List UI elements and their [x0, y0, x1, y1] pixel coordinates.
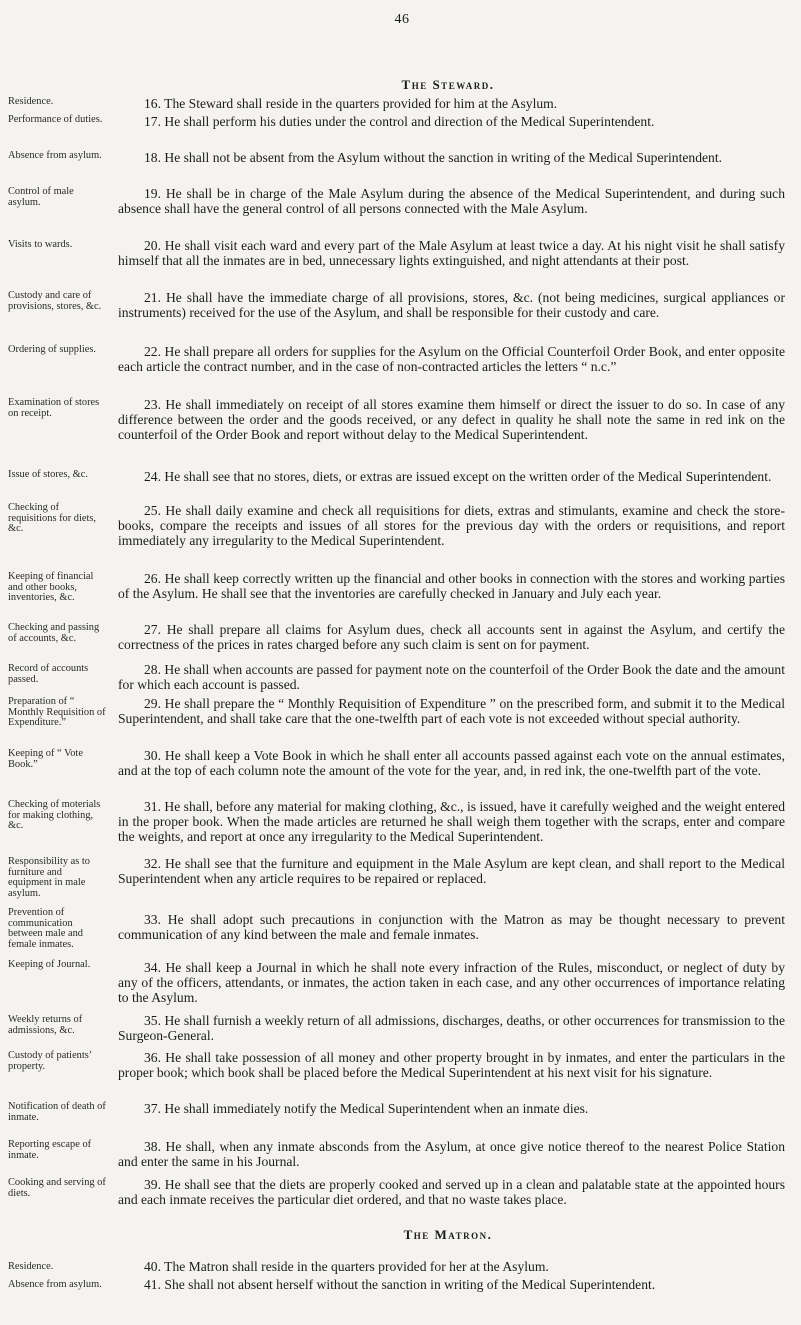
margin-note-27: Checking and passing of accounts, &c.: [8, 622, 100, 644]
paragraph-34: 34. He shall keep a Journal in which he shall note every infraction of the Rules, misconduct, or neglect of duty by any of the officers, attendants, or inmates, the action taken in each case, and any other occurrences of importance relating to the Asylum.: [118, 960, 785, 1006]
paragraph-22: 22. He shall prepare all orders for supplies for the Asylum on the Official Counterfoil Order Book, and enter opposite each article the contract number, and in the case of non-contracted articles the letters “ n.c.”: [118, 344, 785, 375]
margin-note-28: Record of accounts passed.: [8, 663, 89, 685]
paragraph-38: 38. He shall, when any inmate absconds from the Asylum, at once give notice thereof to the nearest Police Station and enter the same in his Journal.: [118, 1139, 785, 1170]
margin-note-33: Prevention of communication between male and female inmates.: [8, 907, 84, 950]
margin-note-16: Residence.: [8, 96, 54, 107]
margin-note-41: Absence from asylum.: [8, 1279, 102, 1290]
paragraph-24: 24. He shall see that no stores, diets, or extras are issued except on the written order of the Medical Superintendent.: [144, 469, 772, 484]
paragraph-31: 31. He shall, before any material for making clothing, &c., is issued, have it carefully weighed and the weight entered in the proper book. When the made articles are returned he shall weigh them together with the scraps, enter and compare the weights, and report at once any irregularity to the Medical Superintendent.: [118, 799, 785, 845]
paragraph-39: 39. He shall see that the diets are properly cooked and served up in a clean and palatable state at the appointed hours and each inmate receives the particular diet ordered, and that no waste takes place.: [118, 1177, 785, 1208]
margin-note-18: Absence from asylum.: [8, 150, 102, 161]
margin-note-31: Checking of moterials for making clothing, &c.: [8, 799, 101, 831]
paragraph-25: 25. He shall daily examine and check all requisitions for diets, extras and stimulants, examine and check the store-books, compare the receipts and issues of all stores for the previous day with the orders or requisitions, and report immediately any irregularity to the Medical Superintendent.: [118, 503, 785, 549]
paragraph-32: 32. He shall see that the furniture and equipment in the Male Asylum are kept clean, and shall report to the Medical Superintendent when any article requires to be repaired or replaced.: [118, 856, 785, 887]
paragraph-19: 19. He shall be in charge of the Male Asylum during the absence of the Medical Superintendent, and during such absence shall have the general control of all persons connected with the Male Asylum.: [118, 186, 785, 217]
paragraph-20: 20. He shall visit each ward and every part of the Male Asylum at least twice a day. At his night visit he shall satisfy himself that all the inmates are in bed, unnecessary lights extinguished, and night attendants at their post.: [118, 238, 785, 269]
margin-note-34: Keeping of Journal.: [8, 959, 91, 970]
margin-note-35: Weekly returns of admissions, &c.: [8, 1014, 83, 1036]
margin-note-19: Control of male asylum.: [8, 186, 74, 208]
margin-note-21: Custody and care of provisions, stores, &c.: [8, 290, 102, 312]
paragraph-40: 40. The Matron shall reside in the quarters provided for her at the Asylum.: [144, 1259, 549, 1274]
margin-note-36: Custody of patients’ property.: [8, 1050, 92, 1072]
paragraph-17: 17. He shall perform his duties under the control and direction of the Medical Superintendent.: [144, 114, 655, 129]
paragraph-16: 16. The Steward shall reside in the quarters provided for him at the Asylum.: [144, 96, 558, 111]
paragraph-21: 21. He shall have the immediate charge of all provisions, stores, &c. (not being medicines, surgical appliances or instruments) received for the use of the Asylum, and shall be responsible for their custody and care.: [118, 290, 785, 321]
margin-note-37: Notification of death of inmate.: [8, 1101, 106, 1123]
paragraph-26: 26. He shall keep correctly written up the financial and other books in connection with the stores and working parties of the Asylum. He shall see that the inventories are carefully checked in January and July each year.: [118, 571, 785, 602]
paragraph-28: 28. He shall when accounts are passed for payment note on the counterfoil of the Order Book the date and the amount for which each account is passed.: [118, 662, 785, 693]
margin-note-22: Ordering of supplies.: [8, 344, 97, 355]
margin-note-38: Reporting escape of inmate.: [8, 1139, 92, 1161]
margin-note-20: Visits to wards.: [8, 239, 73, 250]
page-number: 46: [394, 12, 410, 27]
section-heading-matron: The Matron.: [403, 1227, 493, 1242]
margin-note-26: Keeping of financial and other books, inventories, &c.: [8, 571, 94, 603]
paragraph-41: 41. She shall not absent herself without the sanction in writing of the Medical Superintendent.: [144, 1277, 656, 1292]
paragraph-23: 23. He shall immediately on receipt of all stores examine them himself or direct the issuer to do so. In case of any difference between the order and the goods received, or any defect in quality he shall note the same in red ink on the counterfoil of the Order Book and report without delay to the Medical Superintendent.: [118, 397, 785, 443]
margin-note-40: Residence.: [8, 1261, 54, 1272]
paragraph-37: 37. He shall immediately notify the Medical Superintendent when an inmate dies.: [144, 1101, 589, 1116]
margin-note-29: Preparation of “ Monthly Requisition of Expenditure.”: [8, 696, 106, 728]
paragraph-33: 33. He shall adopt such precautions in conjunction with the Matron as may be thought necessary to prevent communication of any kind between the male and female inmates.: [118, 912, 785, 943]
margin-note-23: Examination of stores on receipt.: [8, 397, 100, 419]
margin-note-24: Issue of stores, &c.: [8, 469, 88, 480]
paragraph-35: 35. He shall furnish a weekly return of all admissions, discharges, deaths, or other occurrences for transmission to the Surgeon-General.: [118, 1013, 785, 1044]
margin-note-39: Cooking and serving of diets.: [8, 1177, 106, 1199]
paragraph-27: 27. He shall prepare all claims for Asylum dues, check all accounts sent in against the Asylum, and certify the correctness of the prices in rates charged before any such claim is sent on for payment.: [118, 622, 785, 653]
paragraph-36: 36. He shall take possession of all money and other property brought in by inmates, and enter the particulars in the proper book; which book shall be placed before the Medical Superintendent at his next visit for his signature.: [118, 1050, 785, 1081]
margin-note-25: Checking of requisitions for diets, &c.: [8, 502, 97, 534]
section-heading-steward: The Steward.: [401, 77, 495, 92]
paragraph-30: 30. He shall keep a Vote Book in which he shall enter all accounts passed against each vote on the annual estimates, and at the top of each column note the amount of the vote for the year, and, in red ink, the one-twelfth part of the vote.: [118, 748, 785, 779]
margin-note-32: Responsibility as to furniture and equipment in male asylum.: [8, 856, 90, 899]
paragraph-18: 18. He shall not be absent from the Asylum without the sanction in writing of the Medical Superintendent.: [144, 150, 723, 165]
margin-note-17: Performance of duties.: [8, 114, 103, 125]
margin-note-30: Keeping of “ Vote Book.”: [8, 748, 83, 770]
paragraph-29: 29. He shall prepare the “ Monthly Requisition of Expenditure ” on the prescribed form, and submit it to the Medical Superintendent, and shall take care that the one-twelfth part of each vote is not exceeded without special authority.: [118, 696, 785, 727]
